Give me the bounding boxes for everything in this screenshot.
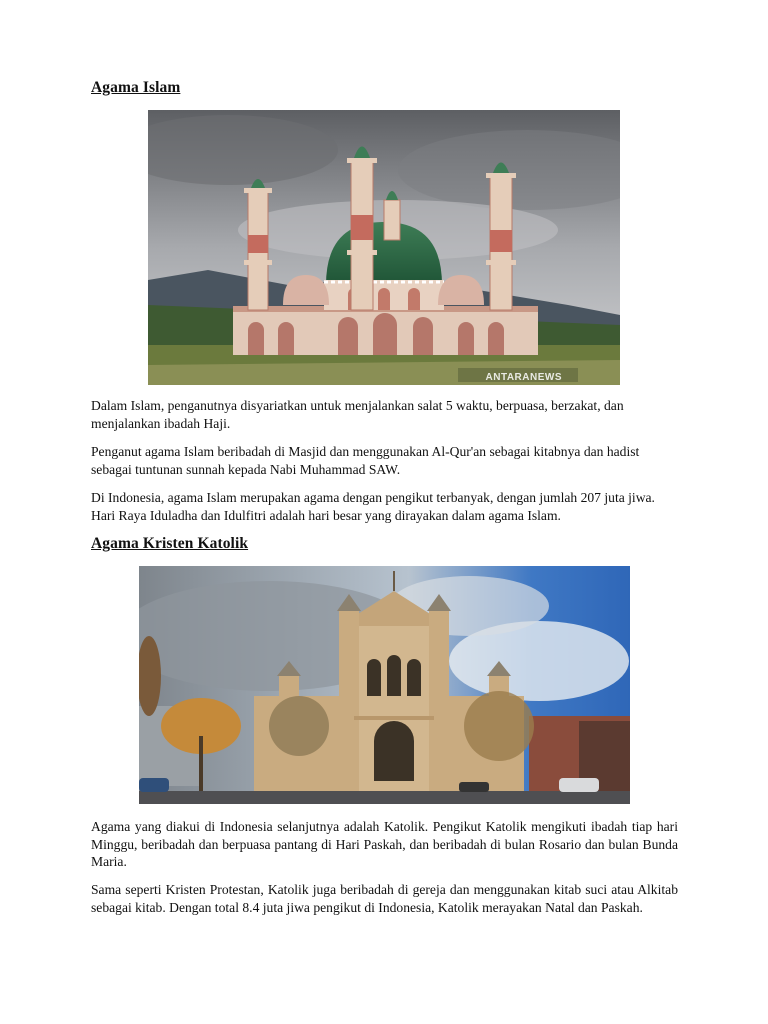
paragraph-islam-2: Penganut agama Islam beribadah di Masjid dan menggunakan Al-Qur'an sebagai kitabnya dan hadist sebagai tuntunan sunnah kepada Nabi Muhammad SAW. — [91, 444, 640, 477]
news-watermark: ANTARANEWS — [485, 372, 562, 383]
cathedral-photo — [139, 566, 630, 804]
paragraph-islam-3: Di Indonesia, agama Islam merupakan agama dengan pengikut terbanyak, dengan jumlah 207 juta jiwa. Hari Raya Iduladha dan Idulfitri adalah hari besar yang dirayakan dalam agama Islam. — [91, 490, 655, 523]
paragraph-katolik-2: Sama seperti Kristen Protestan, Katolik juga beribadah di gereja dan menggunakan kitab suci atau Alkitab sebagai kitab. Dengan total 8.4 juta jiwa pengikut di Indonesia, Katolik merayakan Natal dan Paskah. — [91, 882, 678, 915]
heading-agama-kristen-katolik: Agama Kristen Katolik — [91, 535, 249, 552]
mosque-photo — [148, 110, 620, 385]
paragraph-islam-1: Dalam Islam, penganutnya disyariatkan untuk menjalankan salat 5 waktu, berpuasa, berzakat, dan menjalankan ibadah Haji. — [91, 398, 624, 431]
heading-agama-islam: Agama Islam — [91, 79, 181, 96]
paragraph-katolik-1: Agama yang diakui di Indonesia selanjutnya adalah Katolik. Pengikut Katolik mengikuti ibadah tiap hari Minggu, beribadah dan berpuasa pantang di Hari Paskah, dan beribadah di bulan Rosario dan bulan Bunda Maria. — [91, 819, 678, 870]
